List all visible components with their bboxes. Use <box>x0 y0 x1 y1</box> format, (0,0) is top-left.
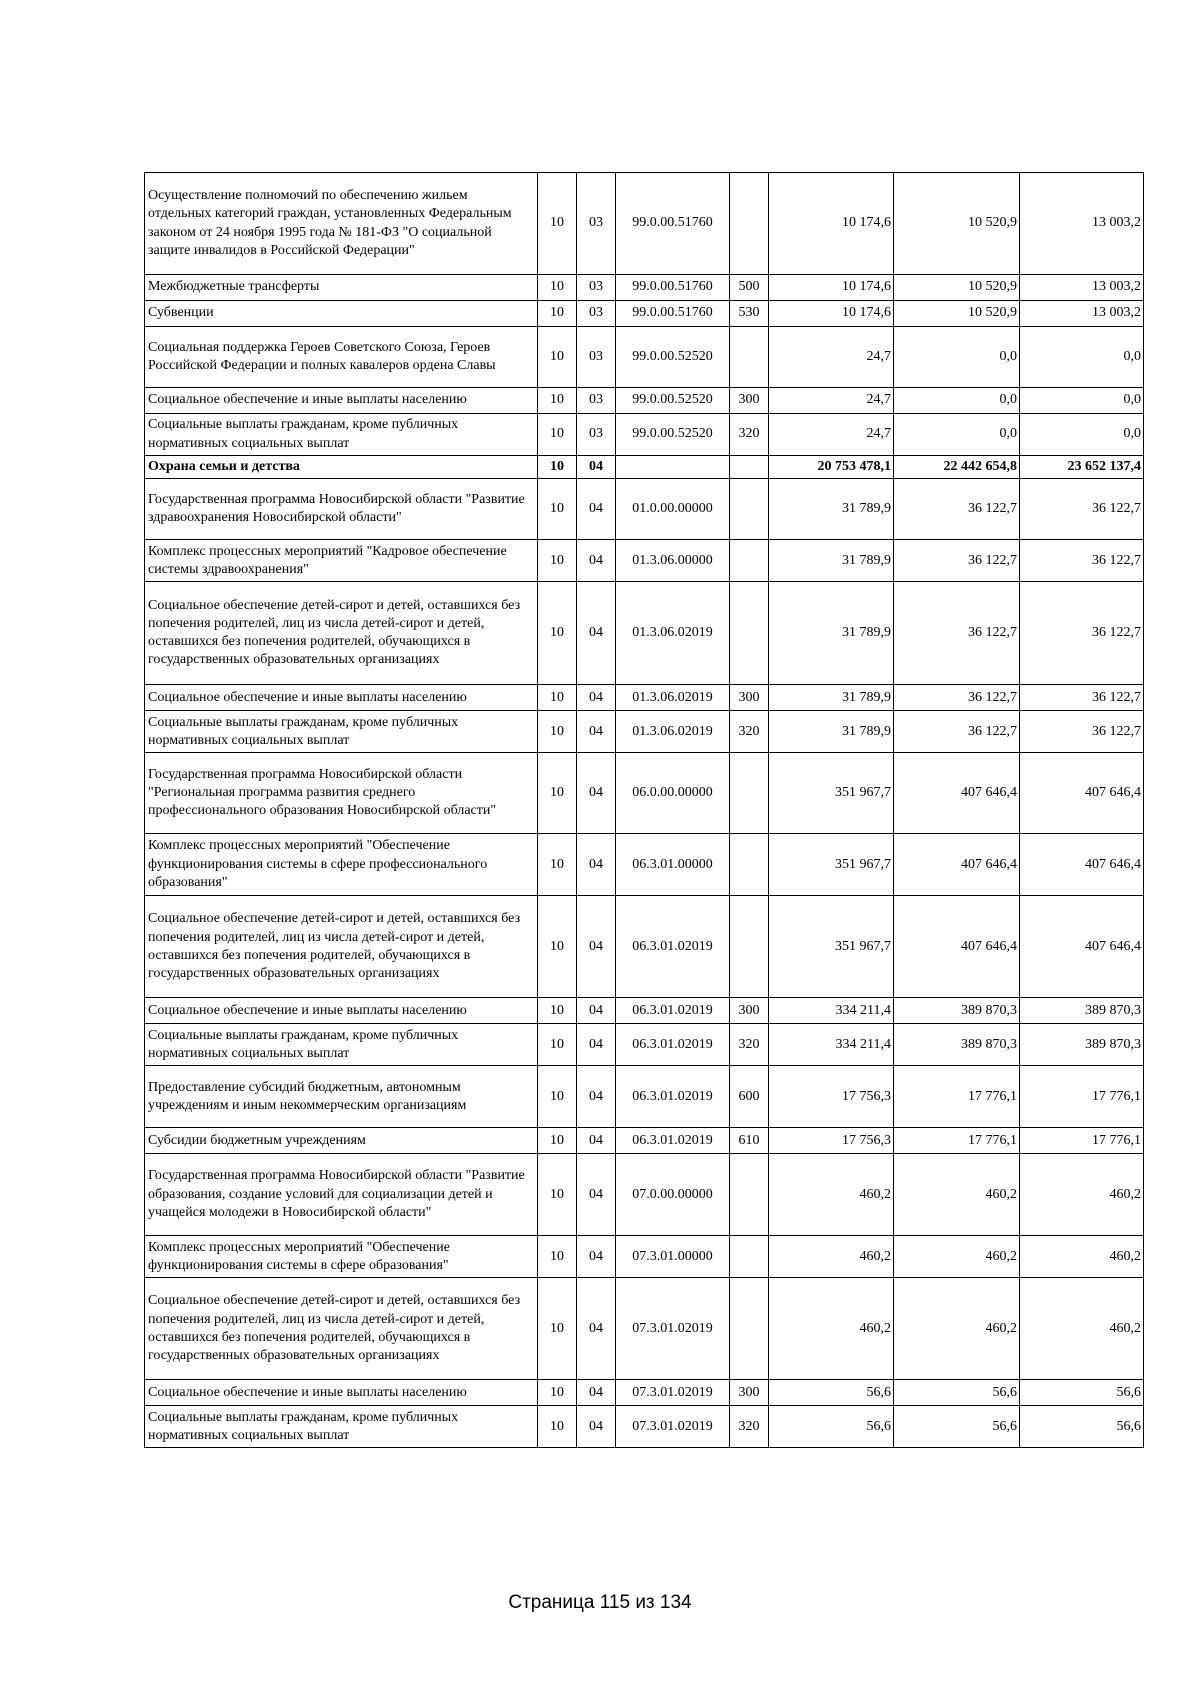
table-row <box>145 1406 1144 1448</box>
expense-type-cell: 600 <box>730 1066 769 1128</box>
amount-year1-cell: 351 967,7 <box>769 753 894 834</box>
amount-year2-cell: 10 520,9 <box>894 173 1020 275</box>
subsection-code-cell: 04 <box>577 1128 616 1154</box>
target-article-cell: 99.0.00.52520 <box>616 414 730 456</box>
page-number: Страница 115 из 134 <box>508 1592 692 1613</box>
section-code-cell: 10 <box>538 456 577 479</box>
amount-year2-cell: 17 776,1 <box>894 1066 1020 1128</box>
table-row <box>145 1154 1144 1236</box>
section-code-cell: 10 <box>538 301 577 327</box>
amount-year2-cell: 36 122,7 <box>894 540 1020 582</box>
amount-year2-cell: 0,0 <box>894 327 1020 388</box>
expense-type-cell <box>730 753 769 834</box>
amount-year1-cell: 20 753 478,1 <box>769 456 894 479</box>
section-code-cell: 10 <box>538 1236 577 1278</box>
target-article-cell: 07.3.01.02019 <box>616 1406 730 1448</box>
amount-year3-cell: 13 003,2 <box>1020 275 1144 301</box>
amount-year2-cell: 22 442 654,8 <box>894 456 1020 479</box>
section-code-cell: 10 <box>538 998 577 1024</box>
row-name-cell: Межбюджетные трансферты <box>145 275 538 301</box>
amount-year2-cell: 36 122,7 <box>894 711 1020 753</box>
section-code-cell: 10 <box>538 1278 577 1380</box>
table-body <box>145 173 1144 1448</box>
amount-year1-cell: 460,2 <box>769 1278 894 1380</box>
subsection-code-cell: 04 <box>577 711 616 753</box>
amount-year2-cell: 407 646,4 <box>894 896 1020 998</box>
table-row <box>145 1380 1144 1406</box>
section-code-cell: 10 <box>538 275 577 301</box>
amount-year1-cell: 351 967,7 <box>769 896 894 998</box>
subsection-code-cell: 03 <box>577 414 616 456</box>
amount-year2-cell: 56,6 <box>894 1406 1020 1448</box>
expense-type-cell <box>730 582 769 685</box>
target-article-cell: 06.0.00.00000 <box>616 753 730 834</box>
amount-year3-cell: 0,0 <box>1020 414 1144 456</box>
amount-year3-cell: 36 122,7 <box>1020 685 1144 711</box>
amount-year1-cell: 460,2 <box>769 1236 894 1278</box>
subsection-code-cell: 03 <box>577 388 616 414</box>
amount-year3-cell: 13 003,2 <box>1020 301 1144 327</box>
subsection-code-cell: 03 <box>577 275 616 301</box>
subsection-code-cell: 04 <box>577 1278 616 1380</box>
amount-year2-cell: 36 122,7 <box>894 685 1020 711</box>
table-row <box>145 540 1144 582</box>
amount-year2-cell: 36 122,7 <box>894 582 1020 685</box>
row-name-cell: Социальное обеспечение и иные выплаты населению <box>145 998 538 1024</box>
subsection-code-cell: 03 <box>577 173 616 275</box>
table-row <box>145 414 1144 456</box>
target-article-cell: 06.3.01.02019 <box>616 1066 730 1128</box>
amount-year1-cell: 24,7 <box>769 414 894 456</box>
target-article-cell: 99.0.00.52520 <box>616 388 730 414</box>
subsection-code-cell: 04 <box>577 1066 616 1128</box>
subsection-code-cell: 04 <box>577 1406 616 1448</box>
table-row <box>145 1236 1144 1278</box>
row-name-cell: Охрана семьи и детства <box>145 456 538 479</box>
subsection-code-cell: 03 <box>577 301 616 327</box>
expense-type-cell: 320 <box>730 414 769 456</box>
subsection-code-cell: 04 <box>577 456 616 479</box>
expense-type-cell <box>730 1278 769 1380</box>
table-row <box>145 753 1144 834</box>
subsection-code-cell: 04 <box>577 540 616 582</box>
amount-year1-cell: 24,7 <box>769 388 894 414</box>
row-name-cell: Государственная программа Новосибирской области "Развитие здравоохранения Новосибирской области" <box>145 479 538 540</box>
table-row <box>145 685 1144 711</box>
amount-year2-cell: 0,0 <box>894 388 1020 414</box>
amount-year1-cell: 17 756,3 <box>769 1066 894 1128</box>
subsection-code-cell: 04 <box>577 753 616 834</box>
amount-year3-cell: 460,2 <box>1020 1278 1144 1380</box>
amount-year1-cell: 10 174,6 <box>769 301 894 327</box>
amount-year2-cell: 407 646,4 <box>894 834 1020 896</box>
target-article-cell: 06.3.01.02019 <box>616 998 730 1024</box>
table-row <box>145 388 1144 414</box>
amount-year1-cell: 334 211,4 <box>769 1024 894 1066</box>
amount-year1-cell: 10 174,6 <box>769 275 894 301</box>
amount-year3-cell: 460,2 <box>1020 1236 1144 1278</box>
row-name-cell: Социальные выплаты гражданам, кроме публичных нормативных социальных выплат <box>145 1024 538 1066</box>
target-article-cell: 06.3.01.02019 <box>616 1128 730 1154</box>
expense-type-cell: 320 <box>730 711 769 753</box>
expense-type-cell: 320 <box>730 1024 769 1066</box>
expense-type-cell <box>730 479 769 540</box>
amount-year1-cell: 56,6 <box>769 1406 894 1448</box>
target-article-cell: 01.3.06.00000 <box>616 540 730 582</box>
table-row <box>145 1024 1144 1066</box>
expense-type-cell <box>730 1236 769 1278</box>
row-name-cell: Социальное обеспечение и иные выплаты населению <box>145 1380 538 1406</box>
target-article-cell: 99.0.00.51760 <box>616 173 730 275</box>
row-name-cell: Государственная программа Новосибирской области "Региональная программа развития среднего профессионального образования Новосибирской области" <box>145 753 538 834</box>
row-name-cell: Социальное обеспечение и иные выплаты населению <box>145 388 538 414</box>
amount-year3-cell: 407 646,4 <box>1020 834 1144 896</box>
amount-year2-cell: 460,2 <box>894 1154 1020 1236</box>
target-article-cell: 06.3.01.02019 <box>616 896 730 998</box>
table-row <box>145 834 1144 896</box>
target-article-cell: 01.0.00.00000 <box>616 479 730 540</box>
table-row <box>145 1128 1144 1154</box>
row-name-cell: Социальные выплаты гражданам, кроме публичных нормативных социальных выплат <box>145 1406 538 1448</box>
target-article-cell: 07.3.01.00000 <box>616 1236 730 1278</box>
amount-year3-cell: 36 122,7 <box>1020 582 1144 685</box>
amount-year1-cell: 31 789,9 <box>769 685 894 711</box>
amount-year3-cell: 56,6 <box>1020 1406 1144 1448</box>
amount-year3-cell: 13 003,2 <box>1020 173 1144 275</box>
subsection-code-cell: 04 <box>577 1024 616 1066</box>
table-row <box>145 998 1144 1024</box>
table-row <box>145 301 1144 327</box>
amount-year2-cell: 389 870,3 <box>894 1024 1020 1066</box>
section-code-cell: 10 <box>538 1380 577 1406</box>
amount-year1-cell: 17 756,3 <box>769 1128 894 1154</box>
amount-year2-cell: 460,2 <box>894 1278 1020 1380</box>
target-article-cell: 06.3.01.00000 <box>616 834 730 896</box>
target-article-cell: 99.0.00.51760 <box>616 301 730 327</box>
subsection-code-cell: 04 <box>577 1154 616 1236</box>
section-code-cell: 10 <box>538 1154 577 1236</box>
section-code-cell: 10 <box>538 834 577 896</box>
amount-year1-cell: 334 211,4 <box>769 998 894 1024</box>
table-row <box>145 479 1144 540</box>
target-article-cell: 07.0.00.00000 <box>616 1154 730 1236</box>
subsection-code-cell: 04 <box>577 1380 616 1406</box>
table-row <box>145 456 1144 479</box>
expense-type-cell <box>730 540 769 582</box>
amount-year2-cell: 10 520,9 <box>894 275 1020 301</box>
amount-year2-cell: 0,0 <box>894 414 1020 456</box>
amount-year1-cell: 460,2 <box>769 1154 894 1236</box>
amount-year1-cell: 31 789,9 <box>769 479 894 540</box>
section-code-cell: 10 <box>538 540 577 582</box>
section-code-cell: 10 <box>538 414 577 456</box>
table-row <box>145 173 1144 275</box>
amount-year3-cell: 389 870,3 <box>1020 998 1144 1024</box>
amount-year2-cell: 407 646,4 <box>894 753 1020 834</box>
row-name-cell: Социальное обеспечение детей-сирот и детей, оставшихся без попечения родителей, лиц из числа детей-сирот и детей, оставшихся без попечения родителей, обучающихся в государственных образовательных организациях <box>145 896 538 998</box>
expense-type-cell: 610 <box>730 1128 769 1154</box>
row-name-cell: Социальное обеспечение детей-сирот и детей, оставшихся без попечения родителей, лиц из числа детей-сирот и детей, оставшихся без попечения родителей, обучающихся в государственных образовательных организациях <box>145 582 538 685</box>
row-name-cell: Субвенции <box>145 301 538 327</box>
target-article-cell: 99.0.00.51760 <box>616 275 730 301</box>
subsection-code-cell: 04 <box>577 1236 616 1278</box>
table-row <box>145 582 1144 685</box>
row-name-cell: Осуществление полномочий по обеспечению жильем отдельных категорий граждан, установленных Федеральным законом от 24 ноября 1995 года № 181-ФЗ "О социальной защите инвалидов в Российской Федерации" <box>145 173 538 275</box>
section-code-cell: 10 <box>538 1024 577 1066</box>
row-name-cell: Субсидии бюджетным учреждениям <box>145 1128 538 1154</box>
section-code-cell: 10 <box>538 1128 577 1154</box>
expense-type-cell <box>730 834 769 896</box>
amount-year2-cell: 10 520,9 <box>894 301 1020 327</box>
row-name-cell: Предоставление субсидий бюджетным, автономным учреждениям и иным некоммерческим организациям <box>145 1066 538 1128</box>
row-name-cell: Социальные выплаты гражданам, кроме публичных нормативных социальных выплат <box>145 414 538 456</box>
table-row <box>145 896 1144 998</box>
target-article-cell: 01.3.06.02019 <box>616 711 730 753</box>
expense-type-cell: 300 <box>730 1380 769 1406</box>
amount-year1-cell: 31 789,9 <box>769 711 894 753</box>
amount-year1-cell: 24,7 <box>769 327 894 388</box>
section-code-cell: 10 <box>538 327 577 388</box>
section-code-cell: 10 <box>538 685 577 711</box>
section-code-cell: 10 <box>538 1406 577 1448</box>
expense-type-cell <box>730 456 769 479</box>
expense-type-cell <box>730 173 769 275</box>
expense-type-cell <box>730 1154 769 1236</box>
section-code-cell: 10 <box>538 753 577 834</box>
amount-year3-cell: 23 652 137,4 <box>1020 456 1144 479</box>
subsection-code-cell: 04 <box>577 834 616 896</box>
subsection-code-cell: 04 <box>577 479 616 540</box>
row-name-cell: Комплекс процессных мероприятий "Обеспечение функционирования системы в сфере образования" <box>145 1236 538 1278</box>
subsection-code-cell: 04 <box>577 998 616 1024</box>
amount-year1-cell: 56,6 <box>769 1380 894 1406</box>
amount-year2-cell: 56,6 <box>894 1380 1020 1406</box>
amount-year1-cell: 351 967,7 <box>769 834 894 896</box>
amount-year3-cell: 36 122,7 <box>1020 479 1144 540</box>
section-code-cell: 10 <box>538 173 577 275</box>
subsection-code-cell: 04 <box>577 582 616 685</box>
amount-year3-cell: 36 122,7 <box>1020 540 1144 582</box>
target-article-cell: 07.3.01.02019 <box>616 1278 730 1380</box>
target-article-cell <box>616 456 730 479</box>
row-name-cell: Социальное обеспечение детей-сирот и детей, оставшихся без попечения родителей, лиц из числа детей-сирот и детей, оставшихся без попечения родителей, обучающихся в государственных образовательных организациях <box>145 1278 538 1380</box>
table-row <box>145 327 1144 388</box>
target-article-cell: 06.3.01.02019 <box>616 1024 730 1066</box>
amount-year3-cell: 0,0 <box>1020 327 1144 388</box>
expense-type-cell: 530 <box>730 301 769 327</box>
expense-type-cell: 500 <box>730 275 769 301</box>
amount-year3-cell: 0,0 <box>1020 388 1144 414</box>
subsection-code-cell: 04 <box>577 896 616 998</box>
target-article-cell: 01.3.06.02019 <box>616 582 730 685</box>
amount-year3-cell: 17 776,1 <box>1020 1066 1144 1128</box>
row-name-cell: Социальное обеспечение и иные выплаты населению <box>145 685 538 711</box>
amount-year3-cell: 56,6 <box>1020 1380 1144 1406</box>
table-row <box>145 711 1144 753</box>
amount-year1-cell: 10 174,6 <box>769 173 894 275</box>
row-name-cell: Комплекс процессных мероприятий "Кадровое обеспечение системы здравоохранения" <box>145 540 538 582</box>
section-code-cell: 10 <box>538 582 577 685</box>
target-article-cell: 01.3.06.02019 <box>616 685 730 711</box>
amount-year2-cell: 389 870,3 <box>894 998 1020 1024</box>
amount-year3-cell: 17 776,1 <box>1020 1128 1144 1154</box>
amount-year3-cell: 389 870,3 <box>1020 1024 1144 1066</box>
section-code-cell: 10 <box>538 388 577 414</box>
subsection-code-cell: 03 <box>577 327 616 388</box>
amount-year2-cell: 36 122,7 <box>894 479 1020 540</box>
table-row <box>145 1278 1144 1380</box>
amount-year2-cell: 17 776,1 <box>894 1128 1020 1154</box>
expense-type-cell <box>730 327 769 388</box>
target-article-cell: 99.0.00.52520 <box>616 327 730 388</box>
row-name-cell: Комплекс процессных мероприятий "Обеспечение функционирования системы в сфере профессионального образования" <box>145 834 538 896</box>
amount-year2-cell: 460,2 <box>894 1236 1020 1278</box>
row-name-cell: Государственная программа Новосибирской области "Развитие образования, создание условий для социализации детей и учащейся молодежи в Новосибирской области" <box>145 1154 538 1236</box>
budget-table <box>144 172 1144 1448</box>
expense-type-cell: 300 <box>730 388 769 414</box>
target-article-cell: 07.3.01.02019 <box>616 1380 730 1406</box>
section-code-cell: 10 <box>538 711 577 753</box>
amount-year1-cell: 31 789,9 <box>769 540 894 582</box>
row-name-cell: Социальные выплаты гражданам, кроме публичных нормативных социальных выплат <box>145 711 538 753</box>
subsection-code-cell: 04 <box>577 685 616 711</box>
expense-type-cell: 320 <box>730 1406 769 1448</box>
amount-year3-cell: 36 122,7 <box>1020 711 1144 753</box>
expense-type-cell: 300 <box>730 998 769 1024</box>
amount-year3-cell: 407 646,4 <box>1020 753 1144 834</box>
amount-year3-cell: 407 646,4 <box>1020 896 1144 998</box>
amount-year1-cell: 31 789,9 <box>769 582 894 685</box>
expense-type-cell <box>730 896 769 998</box>
section-code-cell: 10 <box>538 896 577 998</box>
section-code-cell: 10 <box>538 479 577 540</box>
expense-type-cell: 300 <box>730 685 769 711</box>
amount-year3-cell: 460,2 <box>1020 1154 1144 1236</box>
section-code-cell: 10 <box>538 1066 577 1128</box>
table-row <box>145 275 1144 301</box>
row-name-cell: Социальная поддержка Героев Советского Союза, Героев Российской Федерации и полных кавалеров ордена Славы <box>145 327 538 388</box>
table-row <box>145 1066 1144 1128</box>
